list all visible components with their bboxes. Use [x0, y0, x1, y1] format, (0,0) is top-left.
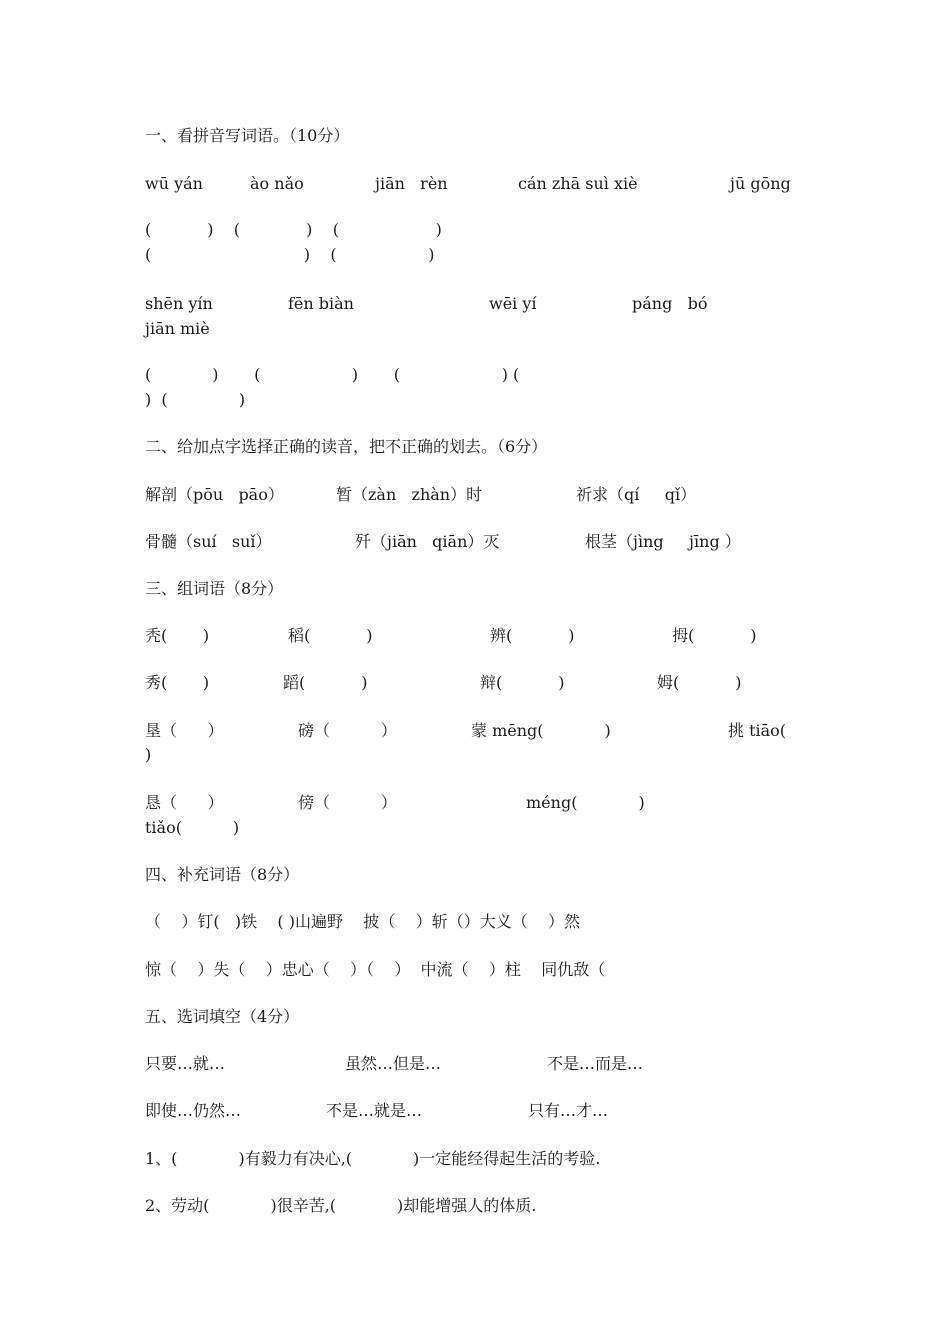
word-blank[interactable]: tiǎo( ): [145, 818, 240, 837]
pinyin-9: páng bó: [632, 294, 708, 313]
pinyin-4: cán zhā suì xiè: [518, 174, 638, 193]
section-5-heading: 五、选词填空（4分）: [145, 1007, 300, 1026]
word-blank[interactable]: 蹈( ): [283, 673, 368, 692]
reading-item[interactable]: 暂（zàn zhàn）时: [336, 485, 483, 504]
idiom-row[interactable]: （ ）钉( )铁 ( )山遍野 披（ ）斩（）大义（ ）然: [145, 912, 581, 931]
word-blank[interactable]: méng( ): [526, 793, 645, 812]
reading-item[interactable]: 骨髓（suí suǐ）: [145, 532, 272, 551]
pinyin-8: wēi yí: [489, 294, 537, 313]
option-word: 虽然…但是…: [345, 1054, 442, 1073]
answer-brackets-row[interactable]: ( ) ( ): [145, 245, 435, 264]
option-word: 只有…才…: [528, 1101, 609, 1120]
word-blank[interactable]: 姆( ): [657, 673, 742, 692]
option-word: 只要…就…: [145, 1054, 226, 1073]
word-blank[interactable]: 秃( ): [145, 626, 210, 645]
word-blank[interactable]: 稻( ): [288, 626, 373, 645]
option-word: 不是…而是…: [547, 1054, 644, 1073]
word-blank[interactable]: 垦（ ）: [145, 721, 224, 740]
option-word: 不是…就是…: [326, 1101, 423, 1120]
option-word: 即使…仍然…: [145, 1101, 242, 1120]
section-4-heading: 四、补充词语（8分）: [145, 865, 300, 884]
answer-brackets-row[interactable]: ( ) ( ) ( ) (: [145, 365, 520, 384]
pinyin-1: wū yán: [145, 174, 203, 193]
word-blank[interactable]: ): [145, 745, 152, 764]
pinyin-5: jū gōng: [730, 174, 791, 193]
pinyin-2: ào nǎo: [250, 174, 304, 193]
reading-item[interactable]: 解剖（pōu pāo）: [145, 485, 284, 504]
fill-question-2[interactable]: 2、劳动( )很辛苦,( )却能增强人的体质.: [145, 1196, 537, 1215]
word-blank[interactable]: 拇( ): [672, 626, 757, 645]
pinyin-10: jiān miè: [145, 319, 210, 338]
word-blank[interactable]: 秀( ): [145, 673, 210, 692]
idiom-row[interactable]: 惊（ ）失（ ）忠心（ ）（ ） 中流（ ）柱 同仇敌（: [145, 960, 606, 979]
word-blank[interactable]: 辩( ): [480, 673, 565, 692]
word-blank[interactable]: 辨( ): [490, 626, 575, 645]
section-2-heading: 二、给加点字选择正确的读音，把不正确的划去。（6分）: [145, 437, 548, 456]
answer-brackets-row[interactable]: ( ) ( ) ( ): [145, 220, 442, 239]
reading-item[interactable]: 歼（jiān qiān）灭: [355, 532, 500, 551]
word-blank[interactable]: 蒙 mēng( ): [471, 721, 611, 740]
word-blank[interactable]: 挑 tiāo(: [728, 721, 787, 740]
section-3-heading: 三、组词语（8分）: [145, 579, 284, 598]
pinyin-7: fēn biàn: [288, 294, 354, 313]
pinyin-3: jiān rèn: [375, 174, 448, 193]
pinyin-6: shēn yín: [145, 294, 213, 313]
reading-item[interactable]: 祈求（qí qǐ）: [576, 485, 697, 504]
word-blank[interactable]: 磅（ ）: [298, 721, 397, 740]
section-1-heading: 一、看拼音写词语。（10分）: [145, 126, 350, 145]
reading-item[interactable]: 根茎（jìng jīng ）: [585, 532, 741, 551]
fill-question-1[interactable]: 1、( )有毅力有决心,( )一定能经得起生活的考验.: [145, 1149, 601, 1168]
word-blank[interactable]: 恳（ ）: [145, 793, 224, 812]
word-blank[interactable]: 傍（ ）: [298, 793, 397, 812]
answer-brackets-row[interactable]: ) ( ): [145, 390, 246, 409]
